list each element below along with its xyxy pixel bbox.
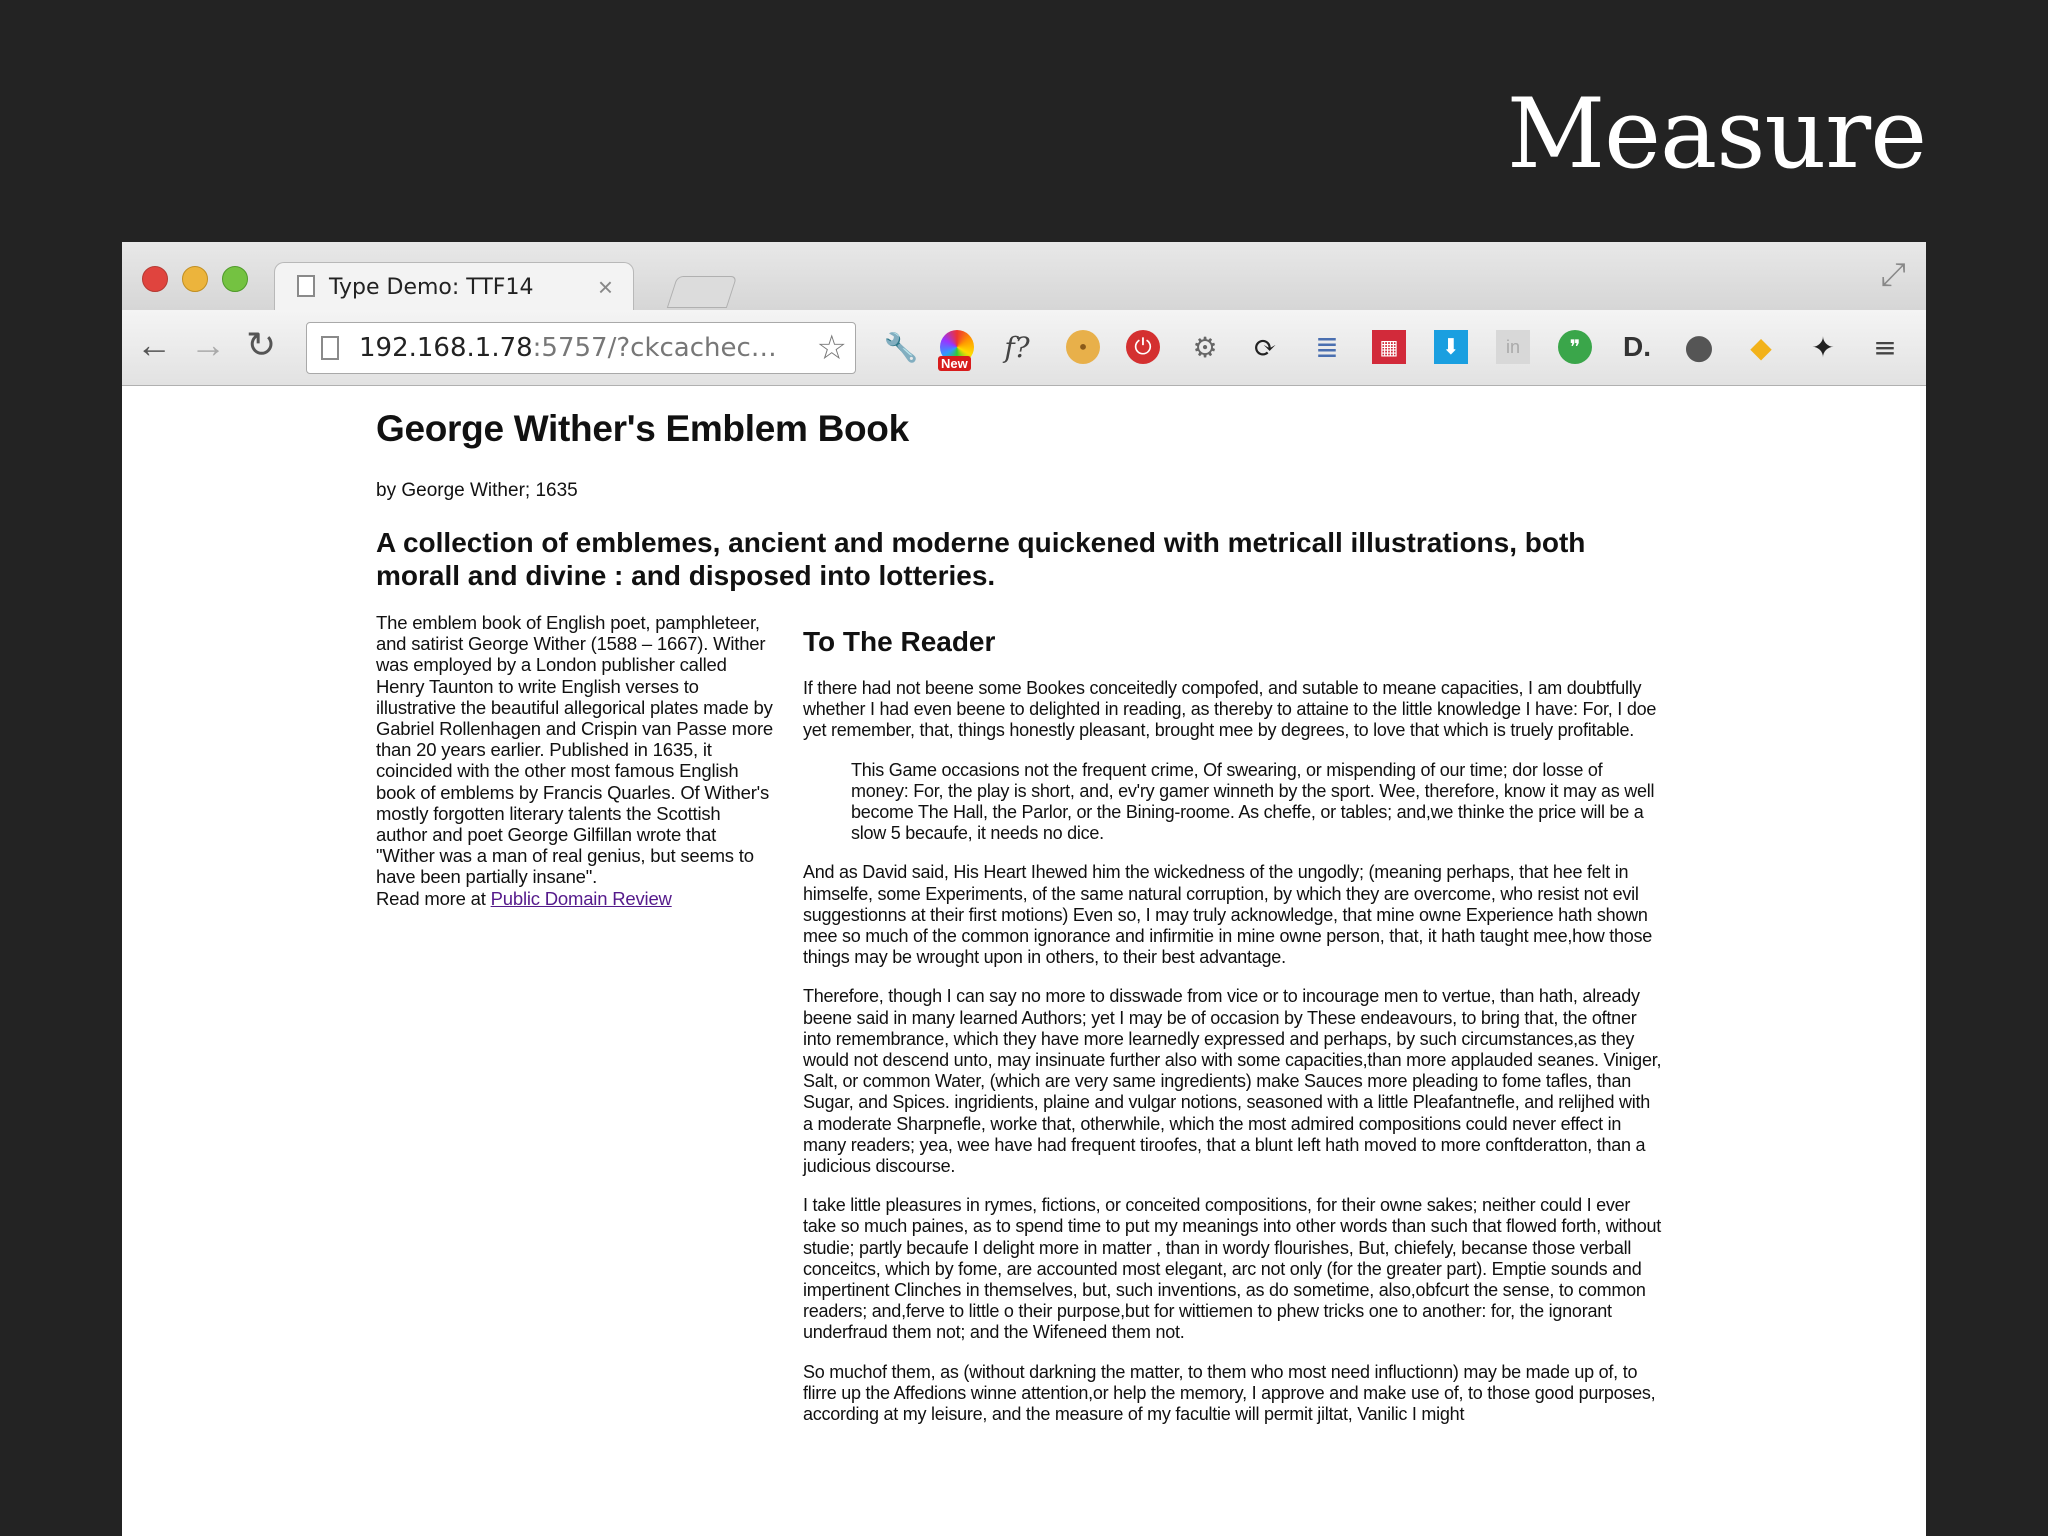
menu-icon[interactable]: ≡	[1873, 330, 1897, 364]
d-logo-icon[interactable]: D.	[1623, 331, 1651, 362]
database-icon[interactable]: ≣	[1315, 330, 1339, 364]
download-icon[interactable]: ⬇	[1434, 330, 1468, 364]
paragraph-5: So muchof them, as (without darkning the matter, to them who most need influctionn) may be made up of, to flirre up the Affedions winne attention,or help the memory, I approve and make use of, to those good purposes, according at my leisure, and the measure of my facultie will permit jiltat, Vanilic I might	[803, 1361, 1656, 1425]
reader-heading: To The Reader	[803, 626, 996, 657]
red-square-icon[interactable]: ▦	[1372, 330, 1406, 364]
minimize-window-button[interactable]	[182, 266, 208, 292]
forward-arrow-icon[interactable]: →	[190, 324, 226, 365]
yellow-cube-icon[interactable]: ◆	[1750, 330, 1772, 364]
quote-bubble-icon[interactable]: ❞	[1558, 330, 1592, 364]
browser-window	[122, 242, 1926, 1536]
reload-icon[interactable]: ↻	[246, 324, 277, 365]
main-column	[803, 626, 1663, 1443]
byline: by George Wither; 1635	[376, 480, 578, 501]
wrench-icon[interactable]: 🔧	[883, 330, 919, 364]
puzzle-person-icon[interactable]: ✦	[1811, 330, 1835, 364]
zoom-window-button[interactable]	[222, 266, 248, 292]
bookmark-star-icon[interactable]: ☆	[816, 329, 847, 367]
toolbar	[122, 310, 1926, 386]
page-subtitle: A collection of emblemes, ancient and moderne quickened with metricall illustrations, both morall and divine : and disposed into lotteries.	[376, 527, 1586, 591]
url-text[interactable]	[359, 333, 777, 363]
sync-icon[interactable]: ⟳	[1253, 330, 1277, 364]
quote-block: This Game occasions not the frequent crime, Of swearing, or mispending of our time; dor losse of money: For, the play is short, and, ev'ry gamer winneth by the sport. Wee, therefore, know it may as well become The Hall, the Parlor, or the Bining-roome. As cheffe, or tables; and,we thinke the price will be a slow 5 becaufe, it needs no dice.	[851, 759, 1655, 844]
page-icon	[297, 275, 315, 297]
url-host: 192.168.1.78	[359, 333, 533, 363]
linkedin-icon[interactable]: in	[1496, 330, 1530, 364]
font-question-icon[interactable]: f?	[1004, 330, 1030, 364]
page-icon	[321, 336, 339, 360]
slide-title: Measure	[1506, 78, 1926, 190]
fullscreen-icon[interactable]: ⤢	[1880, 256, 1906, 292]
cookie-icon[interactable]: •	[1066, 330, 1100, 364]
read-more-label: Read more at	[376, 887, 491, 909]
page-content	[122, 386, 1926, 1536]
gear-icon[interactable]: ⚙	[1192, 330, 1218, 364]
paragraph-2: And as David said, His Heart Ihewed him the wickedness of the ungodly; (meaning perhaps, that hee felt in himselfe, some Experiments, of the same natural corruption, by which they are overcome, who resist not evil suggestionns at their first motions) Even so, I may truly acknowledge, that mine owne Experience hath shown mee so much of the common ignorance and infirmitie in mine owne person, that, it hath taught mee,how those things may be wrought upon in others, to their best advantage.	[803, 862, 1652, 968]
tab-type-demo[interactable]	[274, 262, 634, 310]
sidebar-text: The emblem book of English poet, pamphleteer, and satirist George Wither (1588 – 1667). Wither was employed by a London publisher called Henry Taunton to write English verses to illustrative the beautiful allegorical plates made by Gabriel Rollenhagen and Crispin van Passe more than 20 years earlier. Published in 1635, it coincided with the other most famous English book of emblems by Francis Quarles. Of Wither's mostly forgotten literary talents the Scottish author and poet George Gilfillan wrote that "Wither was a man of real genius, but seems to have been partially insane".	[376, 612, 773, 888]
url-path: :5757/?ckcachec…	[532, 333, 777, 363]
paragraph-4: I take little pleasures in rymes, fictions, or conceited compositions, for their owne sakes; neither could I ever take so much paines, as to spend time to put my meanings into other words than such that flowed forth, without studie; partly becaufe I delight more in matter , than in wordy flourishes, But, chiefely, becanse those verball conceitcs, which by fome, are accounted most elegant, arc not only (for the greater part). Emptie sounds and impertinent Clinches in themselves, but, such inventions, as do sometime, also,obfcurt the sense, to common readers; and,ferve to little o their purpose,but for wittiemen to phew tricks one to another: for, the ignorant underfraud them not; and the Wifeneed them not.	[803, 1195, 1661, 1343]
back-arrow-icon[interactable]: ←	[136, 324, 172, 365]
paragraph-1: If there had not beene some Bookes conceitedly compofed, and sutable to meane capacities, I am doubtfully whether I had even beene to delighted in reading, as thereby to attaine to the little knowledge I have: For, I doe yet remember, that, things honestly pleasant, brought mee by degrees, to love that which is truely profitable.	[803, 678, 1657, 741]
color-wheel-extension-icon[interactable]	[940, 330, 974, 371]
close-window-button[interactable]	[142, 266, 168, 292]
tab-close-icon[interactable]: ×	[597, 272, 613, 302]
public-domain-review-link[interactable]: Public Domain Review	[490, 887, 672, 909]
page-title: George Wither's Emblem Book	[376, 408, 909, 449]
address-bar[interactable]	[306, 322, 856, 374]
title-bar	[122, 242, 1926, 310]
new-badge: New	[938, 356, 971, 371]
stop-icon[interactable]: ⏻	[1126, 330, 1160, 364]
paragraph-3: Therefore, though I can say no more to disswade from vice or to incourage men to vertue, than hath, already beene said in many learned Authors; yet I may be of occasion by These endeavours, to bring that, the oftner into remembrance, which they have more learnedly expressed and perhaps, by such circumstances,as they would not descend unto, may insinuate further also with some capacities,than more applauded seanes. Viniger, Salt, or common Water, (which are very same ingredients) make Sauces more pleading to fome tafles, than Sugar, and Spices. ingridients, plaine and vulgar notions, seasoned with a little Pleafantnefle, and relijhed with a moderate Sharpnefle, worke that, otherwhile, which the most admired compositions could never effect in many readers; yea, wee have had frequent tiroofes, that a blunt left hath moved to more conftderatton, than a judicious discourse.	[803, 986, 1662, 1177]
dark-circle-icon[interactable]: ●	[1684, 327, 1714, 367]
tab-title: Type Demo: TTF14	[329, 275, 534, 300]
new-tab-button[interactable]	[667, 276, 737, 308]
sidebar	[376, 612, 774, 909]
